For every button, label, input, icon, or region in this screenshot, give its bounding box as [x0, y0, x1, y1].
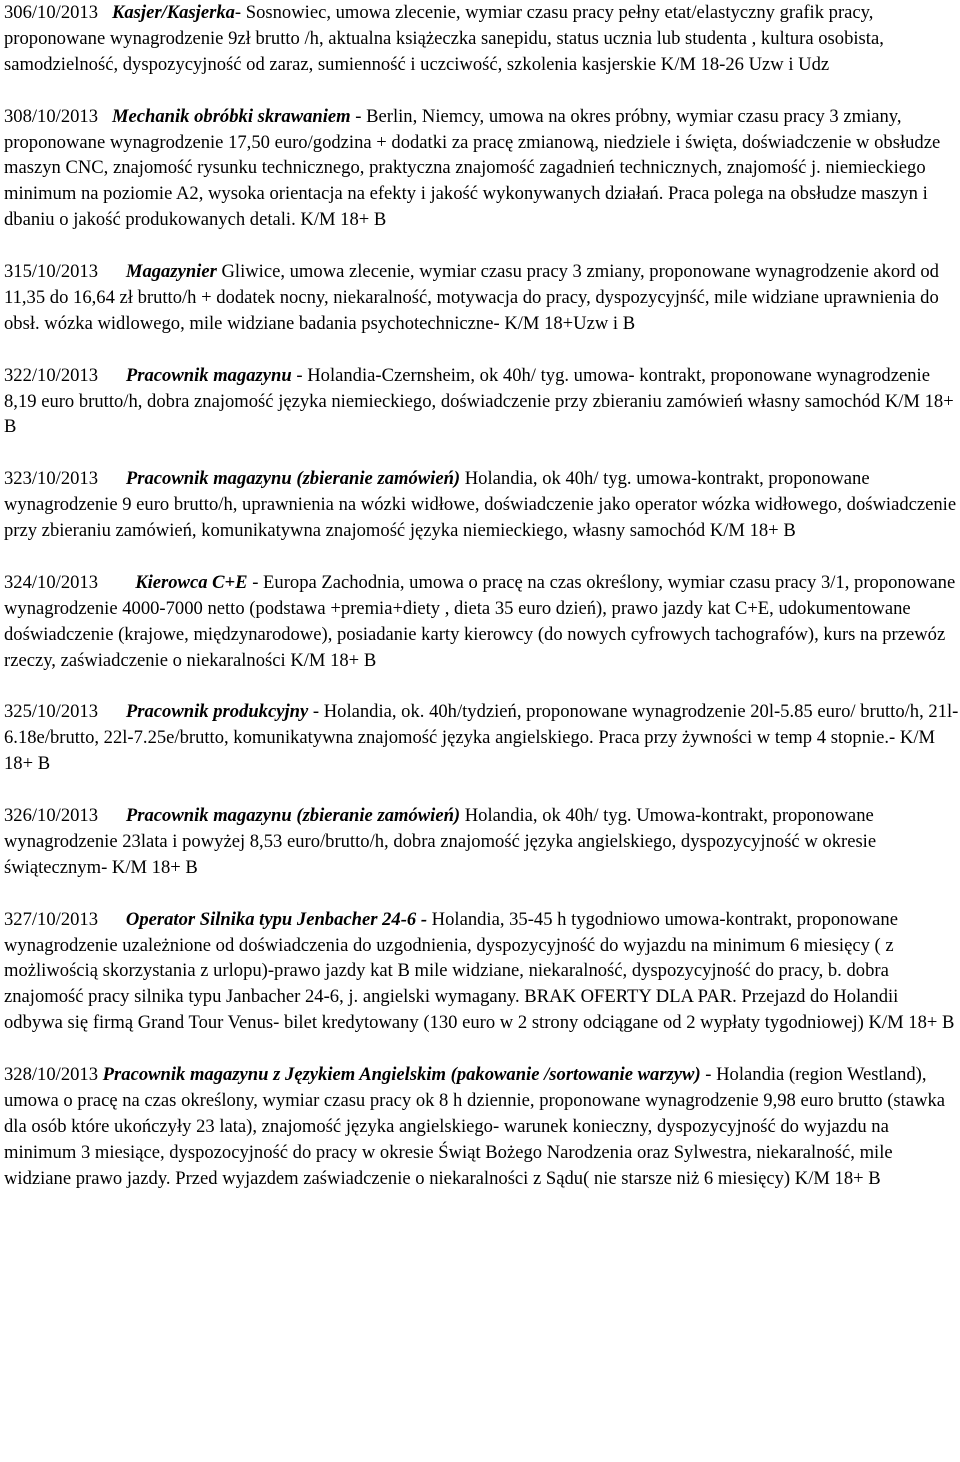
listing-gap [98, 701, 126, 722]
job-description: - Europa Zachodnia, umowa o pracę na czas określony, wymiar czasu pracy 3/1, proponowane wynagrodzenie 4000-7000 netto (podstawa +premia+diety , dieta 35 euro dzień), prawo jazdy kat C+E, udokumentowane doświadczenie (krajowe, międzynarodowe), posiadanie karty kierowcy (do nowych cyfrowych tachografów), kurs na przewóz rzeczy, zaświadczenie o niekaralności K/M 18+ B [4, 571, 956, 671]
listing-number: 308/10/2013 [4, 105, 99, 127]
listing-number: 328/10/2013 [4, 1064, 99, 1086]
listing-gap [98, 106, 112, 127]
job-description: Holandia, 35-45 h tygodniowo umowa-kontrakt, proponowane wynagrodzenie uzależnione od doświadczenia do uzgodnienia, dyspozycyjność do wyjazdu na minimum 6 miesięcy ( z możliwością skorzystania z urlopu)-prawo jazdy kat B mile widziane, niekaralność, dyspozycyjność do pracy, b. dobra znajomość pracy silnika typu Janbacher 24-6, j. angielski wymagany. BRAK OFERTY DLA PAR. Przejazd do Holandii odbywa się firmą Grand Tour Venus- bilet kredytowany (130 euro w 2 strony odciągane od 2 wypłaty tygodniowej) K/M 18+ B [4, 908, 955, 1034]
job-title: Pracownik produkcyjny [125, 701, 309, 723]
job-description: Holandia, ok 40h/ tyg. Umowa-kontrakt, proponowane wynagrodzenie 23lata i powyżej 8,53 euro/brutto/h, dobra znajomość języka angielskiego, dyspozycyjność w okresie świątecznym- K/M 18+ B [4, 804, 877, 878]
job-description: Holandia, ok 40h/ tyg. umowa-kontrakt, proponowane wynagrodzenie 9 euro brutto/h, uprawnienia na wózki widłowe, doświadczenie jako operator wózka widłowego, doświadczenie przy zbieraniu zamówień, komunikatywna znajomość języka niemieckiego, własny samochód K/M 18+ B [4, 468, 957, 542]
job-listing-306 [4, 0, 959, 78]
listing-number: 323/10/2013 [4, 468, 99, 490]
job-description: - Holandia, ok. 40h/tydzień, proponowane wynagrodzenie 20l-5.85 euro/ brutto/h, 21l-6.18e/brutto, 22l-7.25e/brutto, komunikatywna znajomość języka angielskiego. Praca przy żywności w temp 4 stopnie.- K/M 18+ B [4, 701, 959, 775]
listing-gap [98, 468, 126, 489]
job-title: Magazynier [125, 261, 217, 283]
job-title: Kasjer/Kasjerka [111, 2, 235, 23]
job-title: Kierowca C+E [135, 571, 248, 593]
listing-number: 324/10/2013 [4, 571, 99, 593]
listing-number: 326/10/2013 [4, 804, 99, 826]
job-listing-327 [4, 907, 959, 1037]
job-listing-323 [4, 466, 959, 544]
job-title: Mechanik obróbki skrawaniem [111, 105, 351, 127]
listing-gap [98, 909, 126, 930]
job-listing-315 [4, 259, 959, 337]
job-listing-308 [4, 104, 959, 234]
job-description: - Holandia-Czernsheim, ok 40h/ tyg. umowa- kontrakt, proponowane wynagrodzenie 8,19 euro brutto/h, dobra znajomość języka niemieckiego, doświadczenie przy zbieraniu zamówień własny samochód K/M 18+ B [4, 364, 954, 438]
listing-gap [98, 365, 126, 386]
job-listings-document [4, 0, 959, 1217]
listing-gap [98, 572, 135, 593]
job-description: - Sosnowiec, umowa zlecenie, wymiar czasu pracy pełny etat/elastyczny grafik pracy, proponowane wynagrodzenie 9zł brutto /h, aktualna książeczka sanepidu, status ucznia lub studenta , kultura osobista, samodzielność, dyspozycyjność od zaraz, sumienność i uczciwość, szkolenia kasjerskie K/M 18-26 Uzw i Udz [4, 2, 884, 75]
job-listing-328 [4, 1062, 959, 1192]
job-description: Gliwice, umowa zlecenie, wymiar czasu pracy 3 zmiany, proponowane wynagrodzenie akord od 11,35 do 16,64 zł brutto/h + dodatek nocny, niekaralność, motywacja do pracy, dyspozycyjnść, mile widziane uprawnienia do obsł. wózka widlowego, mile widziane badania psychotechniczne- K/M 18+Uzw i B [4, 261, 939, 334]
job-description: - Berlin, Niemcy, umowa na okres próbny, wymiar czasu pracy 3 zmiany, proponowane wynagrodzenie 17,50 euro/godzina + dodatki za pracę zmianową, niedziele i święta, doświadczenie w obsłudze maszyn CNC, znajomość rysunku technicznego, praktyczna znajomość zagadnień technicznych, znajomość j. niemieckiego minimum na poziomie A2, wysoka orientacja na efekty i jakość wykonywanych działań. Praca polega na obsłudze maszyn i dbaniu o jakość produkowanych detali. K/M 18+ B [4, 105, 941, 231]
job-title: Pracownik magazynu z Językiem Angielskim (pakowanie /sortowanie warzyw) [102, 1064, 701, 1086]
job-description: - Holandia (region Westland), umowa o pracę na czas określony, wymiar czasu pracy ok 8 h dziennie, proponowane wynagrodzenie 9,98 euro brutto (stawka dla osób które ukończyły 23 lata), znajomość języka angielskiego- warunek konieczny, dyspozycyjność do wyjazdu na minimum 3 miesiące, dyspozocyjność do pracy w okresie Świąt Bożego Narodzenia oraz Sylwestra, niekaralność, mile widziane prawo jazdy. Przed wyjazdem zaświadczenie o niekaralności z Sądu( nie starsze niż 6 miesięcy) K/M 18+ B [4, 1064, 946, 1189]
listing-gap [98, 2, 112, 23]
job-title: Pracownik magazynu (zbieranie zamówień) [125, 804, 461, 826]
job-title: Operator Silnika typu Jenbacher 24-6 - [125, 908, 428, 930]
listing-gap [98, 805, 126, 826]
listing-number: 306/10/2013 [4, 2, 99, 23]
job-listing-325 [4, 699, 959, 777]
listing-number: 322/10/2013 [4, 364, 99, 386]
job-title: Pracownik magazynu (zbieranie zamówień) [125, 468, 461, 490]
listing-gap [98, 261, 126, 282]
job-listing-326 [4, 803, 959, 881]
listing-number: 327/10/2013 [4, 908, 99, 930]
listing-number: 315/10/2013 [4, 261, 99, 283]
job-listing-322 [4, 363, 959, 441]
job-listing-324 [4, 570, 959, 674]
listing-number: 325/10/2013 [4, 701, 99, 723]
job-title: Pracownik magazynu [125, 364, 292, 386]
